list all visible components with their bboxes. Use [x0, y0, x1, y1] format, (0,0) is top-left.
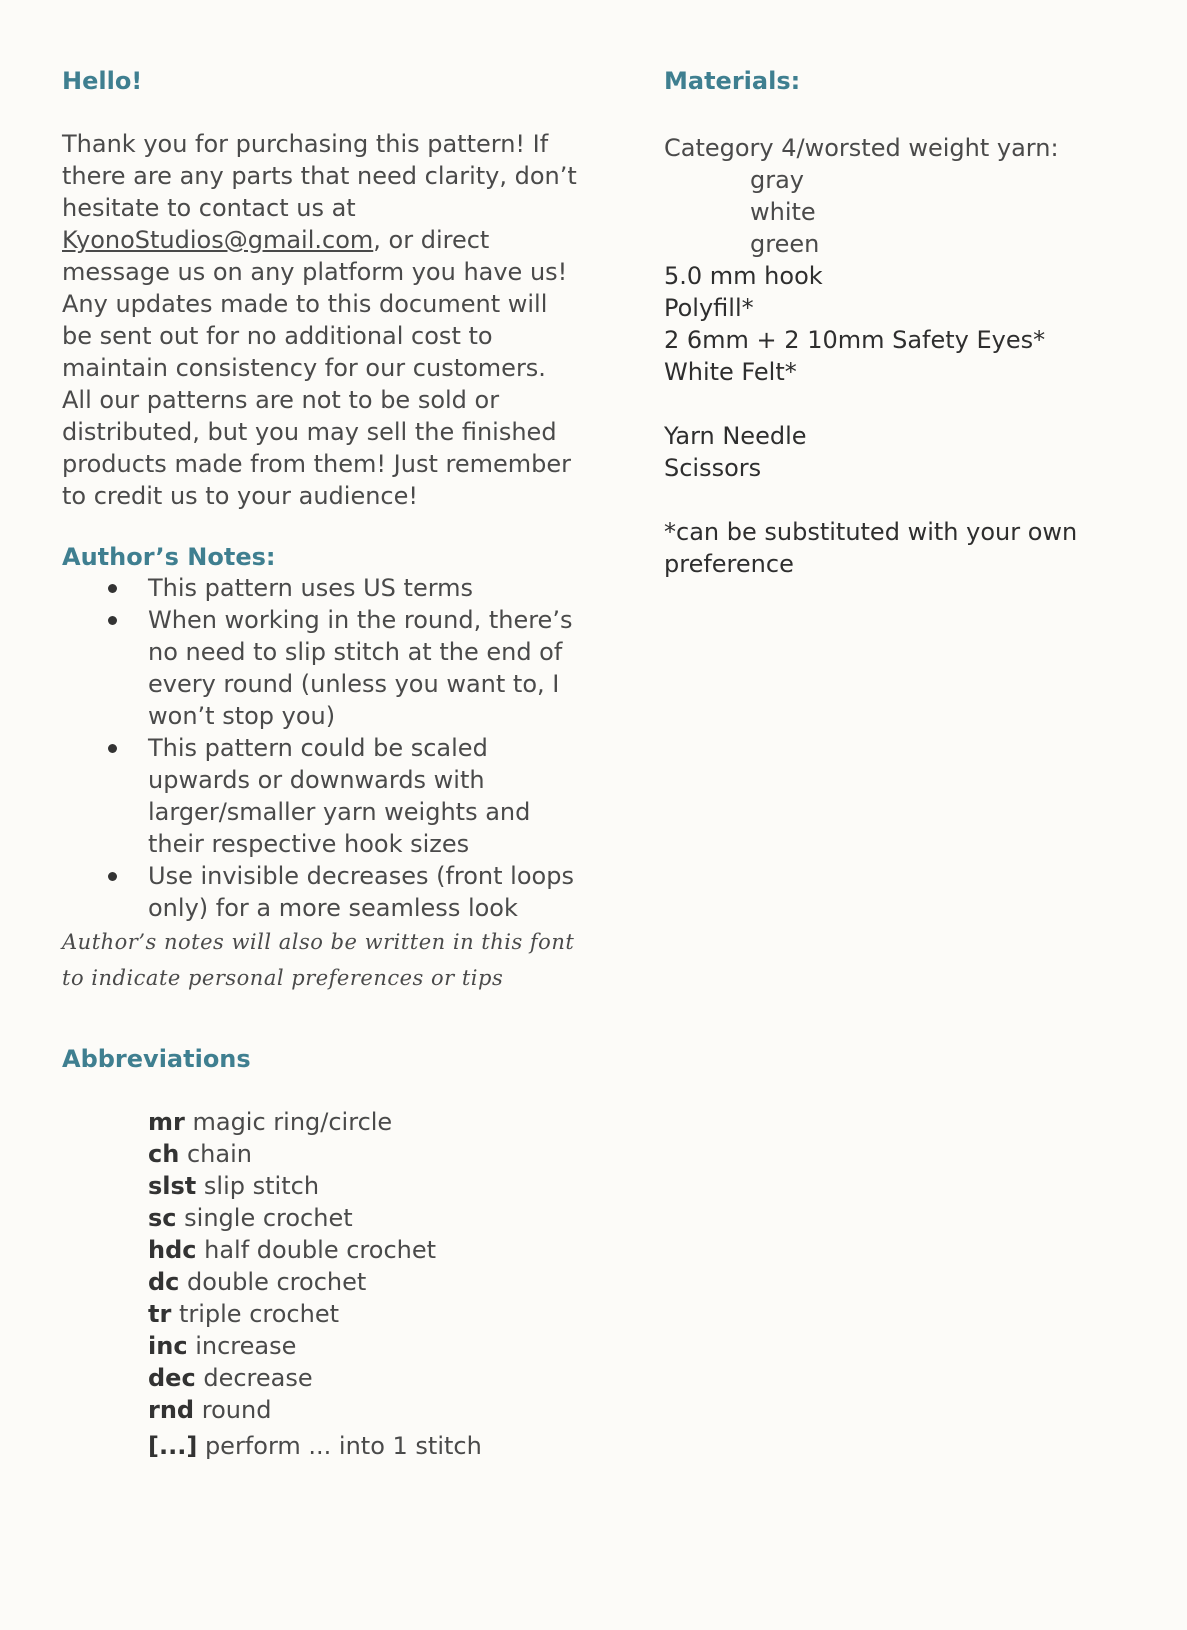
abbreviation-term: dec: [148, 1364, 196, 1392]
authors-notes-heading: Author’s Notes:: [62, 543, 276, 571]
note-text: This pattern could be scaled upwards or downwards with larger/smaller yarn weights and their respective hook sizes: [148, 734, 531, 858]
abbreviation-item: [148, 1266, 582, 1298]
abbreviation-meaning: chain: [186, 1140, 252, 1168]
note-item: [148, 572, 582, 604]
abbreviation-term: slst: [148, 1172, 197, 1200]
abbreviation-meaning: round: [201, 1396, 272, 1424]
substitution-footnote: *can be substituted with your own preference: [664, 518, 1078, 578]
note-item: [148, 732, 582, 860]
bullet-icon: [108, 584, 117, 593]
abbreviation-item: [148, 1430, 582, 1462]
yarn-color: green: [750, 230, 820, 258]
abbreviation-item: [148, 1170, 582, 1202]
abbreviation-term: ch: [148, 1140, 180, 1168]
abbreviation-item: [148, 1298, 582, 1330]
abbreviation-item: [148, 1330, 582, 1362]
note-item: [148, 860, 582, 924]
note-item: [148, 604, 582, 732]
abbreviation-term: rnd: [148, 1396, 195, 1424]
intro-paragraph: [62, 128, 582, 512]
abbreviation-meaning: perform ... into 1 stitch: [204, 1432, 482, 1460]
abbreviation-meaning: double crochet: [187, 1268, 367, 1296]
abbreviation-item: [148, 1362, 582, 1394]
bullet-icon: [108, 744, 117, 753]
script-font-note: Author’s notes will also be written in this font to indicate personal preferences or tips: [62, 930, 575, 990]
yarn-line: Category 4/worsted weight yarn:: [664, 134, 1059, 162]
abbreviation-term: inc: [148, 1332, 188, 1360]
hello-heading: Hello!: [62, 67, 143, 95]
abbreviation-meaning: increase: [195, 1332, 297, 1360]
abbreviation-meaning: slip stitch: [203, 1172, 320, 1200]
material-item: White Felt*: [664, 358, 797, 386]
abbreviation-item: [148, 1394, 582, 1426]
email-link[interactable]: KyonoStudios@gmail.com: [62, 226, 374, 254]
right-column: [664, 66, 1144, 580]
abbreviation-item: [148, 1138, 582, 1170]
abbreviation-term: hdc: [148, 1236, 197, 1264]
abbreviations-list: [62, 1106, 582, 1462]
yarn-color: white: [750, 198, 816, 226]
abbreviation-meaning: decrease: [203, 1364, 313, 1392]
abbreviation-term: dc: [148, 1268, 180, 1296]
abbreviation-meaning: single crochet: [184, 1204, 353, 1232]
tool-item: Scissors: [664, 454, 762, 482]
left-column: [62, 66, 582, 1462]
material-item: 2 6mm + 2 10mm Safety Eyes*: [664, 326, 1046, 354]
note-text: This pattern uses US terms: [148, 574, 474, 602]
note-text: When working in the round, there’s no need to slip stitch at the end of every round (unless you want to, I won’t stop you): [148, 606, 573, 730]
tool-item: Yarn Needle: [664, 422, 807, 450]
abbreviation-meaning: half double crochet: [204, 1236, 437, 1264]
abbreviation-term: [...]: [148, 1432, 198, 1460]
yarn-color: gray: [750, 166, 805, 194]
note-text: Use invisible decreases (front loops only) for a more seamless look: [148, 862, 574, 922]
intro-text-start: Thank you for purchasing this pattern! If there are any parts that need clarity, don’t hesitate to contact us at: [62, 130, 577, 222]
abbreviation-term: tr: [148, 1300, 172, 1328]
abbreviations-heading: Abbreviations: [62, 1045, 251, 1073]
authors-notes-list: [62, 572, 582, 924]
abbreviation-term: sc: [148, 1204, 177, 1232]
bullet-icon: [108, 872, 117, 881]
materials-heading: Materials:: [664, 67, 801, 95]
material-item: Polyfill*: [664, 294, 754, 322]
bullet-icon: [108, 616, 117, 625]
abbreviation-item: [148, 1202, 582, 1234]
abbreviation-meaning: magic ring/circle: [192, 1108, 393, 1136]
abbreviation-meaning: triple crochet: [178, 1300, 339, 1328]
materials-list: [664, 132, 1144, 580]
abbreviation-item: [148, 1106, 582, 1138]
intro-text-end: , or direct message us on any platform you have us! Any updates made to this document will be sent out for no additional cost to maintain consistency for our customers. All our patterns are not to be sold or distributed, but you may sell the finished products made from them! Just remember to credit us to your audience!: [62, 226, 571, 510]
material-item: 5.0 mm hook: [664, 262, 823, 290]
abbreviation-term: mr: [148, 1108, 185, 1136]
abbreviation-item: [148, 1234, 582, 1266]
